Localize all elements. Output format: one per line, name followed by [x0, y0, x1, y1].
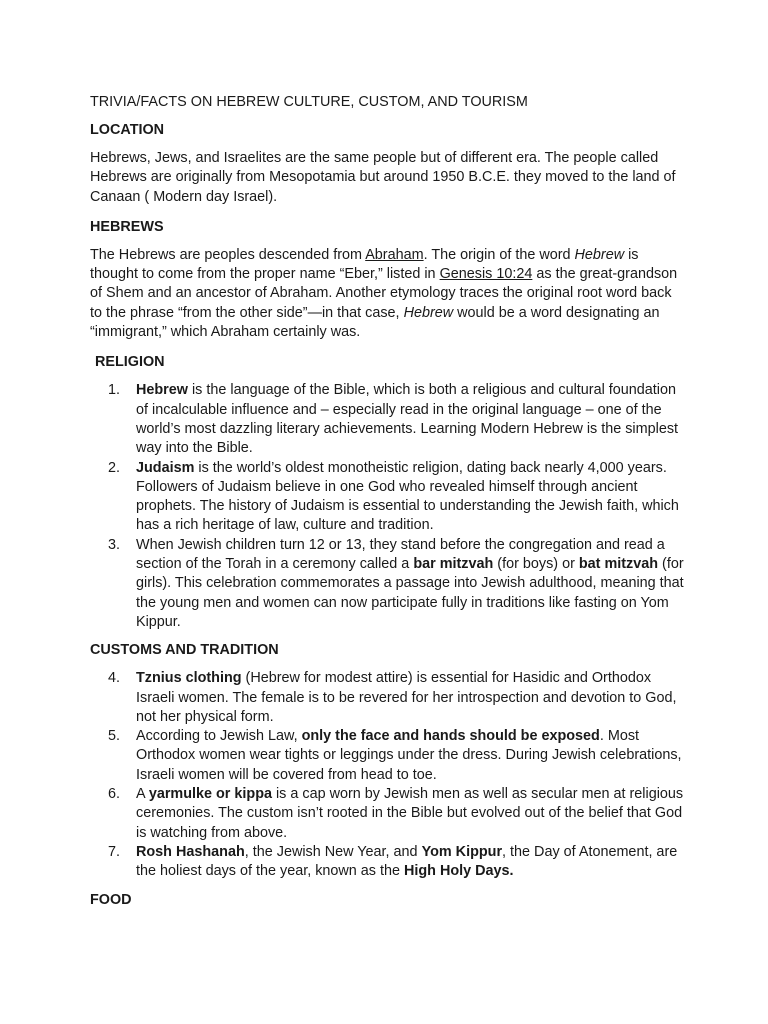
list-number-label: 5. [108, 728, 121, 745]
text-run: is a cap worn by Jewish men as well as secular men at religious ceremonies. The custom isn’t rooted in the Bible but evolved out of the belief that God is watching from above. [136, 786, 688, 841]
list-item-text [136, 727, 684, 785]
text-run: . The origin of the word [423, 246, 575, 263]
text-run: (for girls). This celebration commemorates a passage into Jewish adulthood, meaning that the young men and women can now participate fully in traditions like fasting on Yom Kippur. [136, 556, 688, 630]
italic-text: Hebrew [574, 246, 625, 263]
bold-text: Yom Kippur [421, 843, 503, 860]
list-item-text [136, 536, 688, 632]
list-item-text [136, 843, 684, 882]
bold-text: Hebrew [136, 382, 188, 399]
italic-text: Hebrew [403, 304, 454, 321]
text-run: , the Jewish New Year, and [244, 843, 422, 860]
numbered-list-customs [90, 669, 688, 881]
text-run: A [136, 786, 149, 803]
text-run: as the great-grandson of Shem and an ancestor of Abraham. Another etymology traces the original root word back to the phrase “from the other side”—in that case, [90, 266, 682, 321]
text-run: is thought to come from the proper name “Eber,” listed in [90, 246, 643, 283]
list-item [90, 381, 684, 458]
text-run: , the Day of Atonement, are the holiest days of the year, known as the [136, 843, 682, 880]
list-item-text [136, 459, 684, 536]
list-number [90, 785, 136, 843]
list-number-label: 1. [108, 382, 121, 399]
list-number-label: 3. [108, 536, 121, 553]
text-run: The Hebrews are peoples descended from [90, 246, 366, 263]
list-item-text [136, 381, 684, 458]
section-heading-customs: CUSTOMS AND TRADITION [90, 642, 279, 659]
text-run: Hebrews, Jews, and Israelites are the same people but of different era. The people called Hebrews are originally from Mesopotamia but around 1950 B.C.E. they moved to the land of Canaan ( Modern day Israel). [90, 150, 680, 205]
numbered-list-religion [90, 381, 688, 632]
list-number [90, 536, 136, 632]
document-body [90, 121, 688, 910]
section-heading-food: FOOD [90, 891, 132, 908]
list-item-text [136, 669, 684, 727]
list-number [90, 381, 136, 458]
list-number [90, 459, 136, 536]
text-run: is the world’s oldest monotheistic religion, dating back nearly 4,000 years. Followers of Judaism believe in one God who revealed himself through ancient prophets. The history of Judaism is essential to understanding the Jewish faith, which has a rich heritage of law, culture and tradition. [136, 459, 683, 534]
list-number [90, 843, 136, 882]
bold-text: Judaism [136, 459, 195, 476]
text-run: (for boys) or [493, 556, 579, 573]
list-number [90, 669, 136, 727]
bold-text: High Holy Days. [404, 863, 514, 880]
underlined-link[interactable]: Genesis 10:24 [439, 266, 533, 283]
bold-text: Rosh Hashanah [136, 843, 245, 860]
list-item [90, 536, 688, 632]
text-run: (Hebrew for modest attire) is essential for Hasidic and Orthodox Israeli women. The female is to be revered for her introspection and devotion to God, not her physical form. [136, 670, 681, 725]
bold-text: bat mitzvah [578, 556, 659, 573]
list-item [90, 843, 684, 882]
list-item-text [136, 785, 688, 843]
text-run: According to Jewish Law, [136, 728, 302, 745]
bold-text: yarmulke or kippa [148, 786, 272, 803]
underlined-link[interactable]: Abraham [365, 246, 424, 263]
section-heading-location: LOCATION [90, 122, 165, 138]
list-item [90, 727, 684, 785]
section-paragraph-hebrews [90, 246, 684, 342]
text-run: is the language of the Bible, which is both a religious and cultural foundation of incalculable influence and – especially read in the original language – one of the world’s most dazzling literary achievements. Learning Modern Hebrew is the simplest way into the Bible. [136, 382, 683, 457]
list-item [90, 459, 684, 536]
text-run: . Most Orthodox women wear tights or leggings under the dress. During Jewish celebrations, Israeli women will be covered from head to toe. [136, 728, 686, 783]
section-heading-hebrews: HEBREWS [90, 218, 164, 235]
bold-text: only the face and hands should be exposed [301, 728, 600, 745]
list-number-label: 7. [108, 843, 121, 860]
list-number-label: 4. [108, 670, 121, 687]
text-run: When Jewish children turn 12 or 13, they stand before the congregation and read a section of the Torah in a ceremony called a [136, 536, 669, 573]
bold-text: bar mitzvah [413, 556, 494, 573]
list-item [90, 785, 688, 843]
bold-text: Tznius clothing [136, 670, 242, 687]
document-title: TRIVIA/FACTS ON HEBREW CULTURE, CUSTOM, AND TOURISM [90, 94, 528, 110]
list-number-label: 6. [108, 786, 121, 803]
list-number [90, 727, 136, 785]
section-paragraph-location [90, 149, 684, 207]
list-item [90, 669, 684, 727]
list-number-label: 2. [108, 459, 121, 476]
text-run: would be a word designating an “immigrant,” which Abraham certainly was. [90, 304, 664, 341]
section-heading-religion: RELIGION [95, 354, 165, 371]
